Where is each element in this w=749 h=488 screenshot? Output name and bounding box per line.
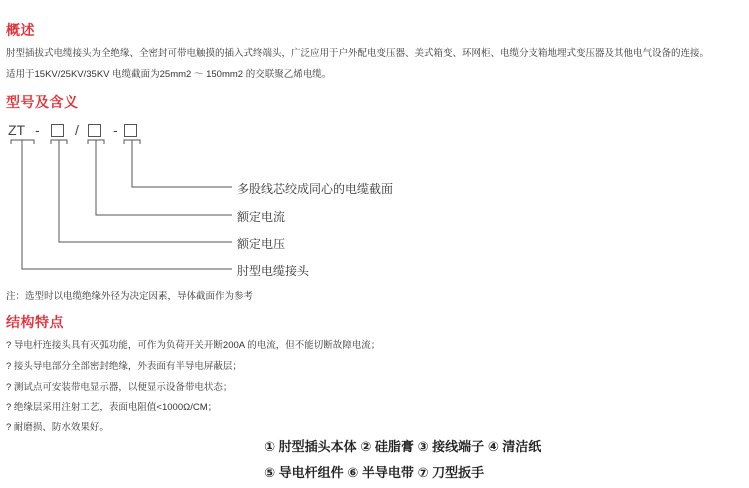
model-note: 注：选型时以电缆绝缘外径为决定因素，导体截面作为参考 (6, 291, 254, 302)
model-separator-3: - (113, 122, 118, 138)
model-prefix: ZT (8, 122, 26, 138)
feature-item-4: ? 绝缘层采用注射工艺，表面电阻值<1000Ω/CM； (6, 402, 218, 413)
model-separator-2: / (75, 122, 79, 138)
parts-list-line-1: ① 肘型插头本体 ② 硅脂膏 ③ 接线端子 ④ 清洁纸 (264, 439, 542, 454)
feature-item-2: ? 接头导电部分全部密封绝缘，外表面有半导电屏蔽层； (6, 361, 242, 372)
overview-line-1: 肘型插拔式电缆接头为全绝缘、全密封可带电触摸的插入式终端头，广泛应用于户外配电变压器、美式箱变、环网柜、电缆分支箱地埋式变压器及其他电气设备的连接。 (6, 48, 710, 59)
model-separator-1: - (35, 122, 40, 138)
parts-list-line-2: ⑤ 导电杆组件 ⑥ 半导电带 ⑦ 刀型扳手 (264, 465, 485, 480)
model-desc-section: 多股线芯绞成同心的电缆截面 (237, 182, 394, 196)
model-desc-type: 肘型电缆接头 (237, 264, 310, 278)
feature-item-3: ? 测试点可安装带电显示器，以便显示设备带电状态； (6, 382, 233, 393)
model-desc-voltage: 额定电压 (237, 237, 286, 251)
feature-item-1: ? 导电杆连接头具有灭弧功能，可作为负荷开关开断200A 的电流，但不能切断故障电流； (6, 340, 381, 351)
features-title: 结构特点 (6, 314, 64, 330)
feature-item-5: ? 耐磨损、防水效果好。 (6, 422, 109, 433)
overview-line-2: 适用于15KV/25KV/35KV 电缆截面为25mm2 ～ 150mm2 的交联聚乙烯电缆。 (6, 69, 332, 80)
model-title: 型号及含义 (6, 94, 79, 110)
overview-title: 概述 (6, 22, 35, 38)
model-desc-current: 额定电流 (237, 210, 286, 224)
